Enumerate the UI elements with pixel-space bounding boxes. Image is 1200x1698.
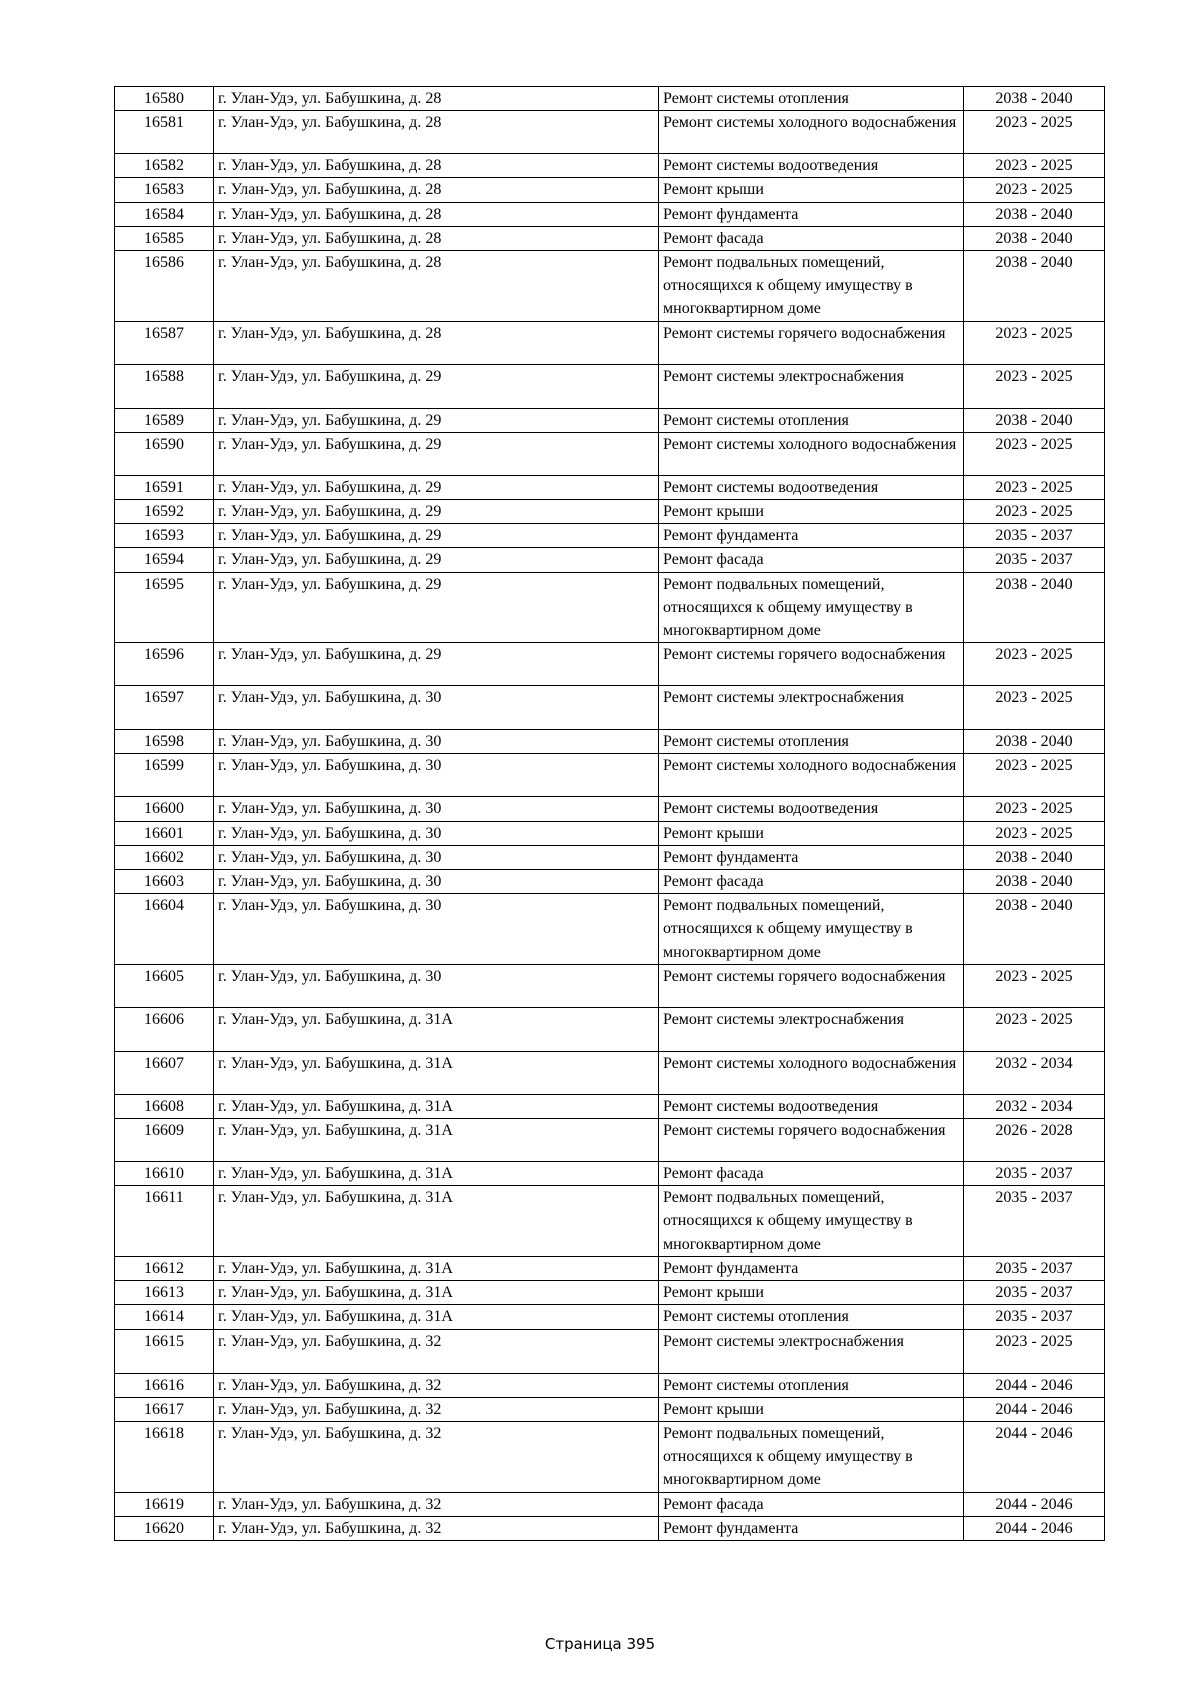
period-cell: 2044 - 2046 bbox=[964, 1516, 1105, 1540]
address-cell: г. Улан-Удэ, ул. Бабушкина, д. 28 bbox=[214, 178, 659, 202]
period-cell: 2023 - 2025 bbox=[964, 111, 1105, 154]
address-cell: г. Улан-Удэ, ул. Бабушкина, д. 28 bbox=[214, 226, 659, 250]
row-number-cell: 16600 bbox=[115, 797, 214, 821]
table-row bbox=[115, 821, 1105, 845]
work-type-cell: Ремонт подвальных помещений, относящихся к общему имуществу в многоквартирном доме bbox=[659, 894, 964, 965]
row-number-cell: 16615 bbox=[115, 1329, 214, 1373]
work-type-cell: Ремонт фундамента bbox=[659, 524, 964, 548]
address-cell: г. Улан-Удэ, ул. Бабушкина, д. 31А bbox=[214, 1094, 659, 1118]
table-row bbox=[115, 475, 1105, 499]
work-type-cell: Ремонт фасада bbox=[659, 870, 964, 894]
row-number-cell: 16599 bbox=[115, 754, 214, 797]
work-type-cell: Ремонт системы водоотведения bbox=[659, 797, 964, 821]
work-type-cell: Ремонт системы электроснабжения bbox=[659, 1007, 964, 1051]
work-type-cell: Ремонт фасада bbox=[659, 1492, 964, 1516]
address-cell: г. Улан-Удэ, ул. Бабушкина, д. 29 bbox=[214, 524, 659, 548]
table-row bbox=[115, 408, 1105, 432]
period-cell: 2044 - 2046 bbox=[964, 1397, 1105, 1421]
period-cell: 2026 - 2028 bbox=[964, 1119, 1105, 1162]
work-type-cell: Ремонт системы горячего водоснабжения bbox=[659, 321, 964, 364]
row-number-cell: 16586 bbox=[115, 251, 214, 322]
work-type-cell: Ремонт системы холодного водоснабжения bbox=[659, 432, 964, 475]
period-cell: 2023 - 2025 bbox=[964, 964, 1105, 1007]
table-row bbox=[115, 730, 1105, 754]
row-number-cell: 16614 bbox=[115, 1305, 214, 1329]
table-row bbox=[115, 643, 1105, 686]
table-row bbox=[115, 1007, 1105, 1051]
table-row bbox=[115, 178, 1105, 202]
row-number-cell: 16612 bbox=[115, 1256, 214, 1280]
period-cell: 2023 - 2025 bbox=[964, 364, 1105, 408]
address-cell: г. Улан-Удэ, ул. Бабушкина, д. 31А bbox=[214, 1051, 659, 1094]
table-row bbox=[115, 1329, 1105, 1373]
row-number-cell: 16596 bbox=[115, 643, 214, 686]
table-row bbox=[115, 202, 1105, 226]
period-cell: 2023 - 2025 bbox=[964, 643, 1105, 686]
work-type-cell: Ремонт крыши bbox=[659, 500, 964, 524]
work-type-cell: Ремонт системы отопления bbox=[659, 408, 964, 432]
table-row bbox=[115, 1305, 1105, 1329]
period-cell: 2023 - 2025 bbox=[964, 1007, 1105, 1051]
address-cell: г. Улан-Удэ, ул. Бабушкина, д. 32 bbox=[214, 1397, 659, 1421]
row-number-cell: 16597 bbox=[115, 686, 214, 730]
address-cell: г. Улан-Удэ, ул. Бабушкина, д. 30 bbox=[214, 754, 659, 797]
row-number-cell: 16594 bbox=[115, 548, 214, 572]
address-cell: г. Улан-Удэ, ул. Бабушкина, д. 32 bbox=[214, 1492, 659, 1516]
period-cell: 2023 - 2025 bbox=[964, 1329, 1105, 1373]
address-cell: г. Улан-Удэ, ул. Бабушкина, д. 30 bbox=[214, 686, 659, 730]
work-type-cell: Ремонт подвальных помещений, относящихся к общему имуществу в многоквартирном доме bbox=[659, 1186, 964, 1257]
address-cell: г. Улан-Удэ, ул. Бабушкина, д. 31А bbox=[214, 1162, 659, 1186]
work-type-cell: Ремонт системы водоотведения bbox=[659, 154, 964, 178]
period-cell: 2038 - 2040 bbox=[964, 730, 1105, 754]
period-cell: 2035 - 2037 bbox=[964, 548, 1105, 572]
address-cell: г. Улан-Удэ, ул. Бабушкина, д. 29 bbox=[214, 364, 659, 408]
table-row bbox=[115, 1119, 1105, 1162]
address-cell: г. Улан-Удэ, ул. Бабушкина, д. 30 bbox=[214, 797, 659, 821]
period-cell: 2023 - 2025 bbox=[964, 432, 1105, 475]
row-number-cell: 16598 bbox=[115, 730, 214, 754]
work-type-cell: Ремонт фасада bbox=[659, 226, 964, 250]
work-type-cell: Ремонт фасада bbox=[659, 1162, 964, 1186]
repair-schedule-table bbox=[114, 86, 1105, 1541]
row-number-cell: 16583 bbox=[115, 178, 214, 202]
row-number-cell: 16605 bbox=[115, 964, 214, 1007]
address-cell: г. Улан-Удэ, ул. Бабушкина, д. 30 bbox=[214, 821, 659, 845]
work-type-cell: Ремонт системы электроснабжения bbox=[659, 686, 964, 730]
address-cell: г. Улан-Удэ, ул. Бабушкина, д. 31А bbox=[214, 1256, 659, 1280]
address-cell: г. Улан-Удэ, ул. Бабушкина, д. 28 bbox=[214, 251, 659, 322]
work-type-cell: Ремонт системы электроснабжения bbox=[659, 364, 964, 408]
table-row bbox=[115, 1516, 1105, 1540]
table-row bbox=[115, 87, 1105, 111]
address-cell: г. Улан-Удэ, ул. Бабушкина, д. 32 bbox=[214, 1329, 659, 1373]
address-cell: г. Улан-Удэ, ул. Бабушкина, д. 30 bbox=[214, 845, 659, 869]
row-number-cell: 16590 bbox=[115, 432, 214, 475]
period-cell: 2023 - 2025 bbox=[964, 154, 1105, 178]
work-type-cell: Ремонт подвальных помещений, относящихся к общему имуществу в многоквартирном доме bbox=[659, 572, 964, 643]
work-type-cell: Ремонт подвальных помещений, относящихся к общему имуществу в многоквартирном доме bbox=[659, 251, 964, 322]
row-number-cell: 16580 bbox=[115, 87, 214, 111]
table-row bbox=[115, 251, 1105, 322]
period-cell: 2038 - 2040 bbox=[964, 408, 1105, 432]
row-number-cell: 16618 bbox=[115, 1421, 214, 1492]
row-number-cell: 16587 bbox=[115, 321, 214, 364]
period-cell: 2038 - 2040 bbox=[964, 870, 1105, 894]
table-row bbox=[115, 1094, 1105, 1118]
row-number-cell: 16609 bbox=[115, 1119, 214, 1162]
work-type-cell: Ремонт системы отопления bbox=[659, 1373, 964, 1397]
work-type-cell: Ремонт крыши bbox=[659, 821, 964, 845]
work-type-cell: Ремонт системы горячего водоснабжения bbox=[659, 964, 964, 1007]
work-type-cell: Ремонт фундамента bbox=[659, 1256, 964, 1280]
table-row bbox=[115, 524, 1105, 548]
address-cell: г. Улан-Удэ, ул. Бабушкина, д. 28 bbox=[214, 202, 659, 226]
table-row bbox=[115, 686, 1105, 730]
address-cell: г. Улан-Удэ, ул. Бабушкина, д. 31А bbox=[214, 1281, 659, 1305]
period-cell: 2035 - 2037 bbox=[964, 1256, 1105, 1280]
period-cell: 2038 - 2040 bbox=[964, 202, 1105, 226]
work-type-cell: Ремонт системы водоотведения bbox=[659, 1094, 964, 1118]
table-row bbox=[115, 754, 1105, 797]
address-cell: г. Улан-Удэ, ул. Бабушкина, д. 29 bbox=[214, 572, 659, 643]
period-cell: 2032 - 2034 bbox=[964, 1051, 1105, 1094]
row-number-cell: 16581 bbox=[115, 111, 214, 154]
period-cell: 2044 - 2046 bbox=[964, 1492, 1105, 1516]
address-cell: г. Улан-Удэ, ул. Бабушкина, д. 32 bbox=[214, 1421, 659, 1492]
address-cell: г. Улан-Удэ, ул. Бабушкина, д. 32 bbox=[214, 1373, 659, 1397]
period-cell: 2038 - 2040 bbox=[964, 894, 1105, 965]
period-cell: 2023 - 2025 bbox=[964, 754, 1105, 797]
table-row bbox=[115, 1051, 1105, 1094]
period-cell: 2023 - 2025 bbox=[964, 500, 1105, 524]
work-type-cell: Ремонт крыши bbox=[659, 1281, 964, 1305]
work-type-cell: Ремонт системы отопления bbox=[659, 87, 964, 111]
table-body bbox=[115, 87, 1105, 1541]
table-row bbox=[115, 226, 1105, 250]
work-type-cell: Ремонт подвальных помещений, относящихся к общему имуществу в многоквартирном доме bbox=[659, 1421, 964, 1492]
address-cell: г. Улан-Удэ, ул. Бабушкина, д. 31А bbox=[214, 1119, 659, 1162]
table-row bbox=[115, 548, 1105, 572]
period-cell: 2023 - 2025 bbox=[964, 686, 1105, 730]
work-type-cell: Ремонт системы горячего водоснабжения bbox=[659, 643, 964, 686]
period-cell: 2038 - 2040 bbox=[964, 251, 1105, 322]
row-number-cell: 16606 bbox=[115, 1007, 214, 1051]
row-number-cell: 16595 bbox=[115, 572, 214, 643]
row-number-cell: 16593 bbox=[115, 524, 214, 548]
table-row bbox=[115, 1492, 1105, 1516]
address-cell: г. Улан-Удэ, ул. Бабушкина, д. 28 bbox=[214, 111, 659, 154]
work-type-cell: Ремонт фундамента bbox=[659, 845, 964, 869]
period-cell: 2023 - 2025 bbox=[964, 178, 1105, 202]
table-row bbox=[115, 364, 1105, 408]
row-number-cell: 16607 bbox=[115, 1051, 214, 1094]
table-row bbox=[115, 432, 1105, 475]
row-number-cell: 16588 bbox=[115, 364, 214, 408]
row-number-cell: 16602 bbox=[115, 845, 214, 869]
row-number-cell: 16619 bbox=[115, 1492, 214, 1516]
page-number: Страница 395 bbox=[544, 1635, 656, 1653]
work-type-cell: Ремонт системы водоотведения bbox=[659, 475, 964, 499]
work-type-cell: Ремонт системы холодного водоснабжения bbox=[659, 111, 964, 154]
address-cell: г. Улан-Удэ, ул. Бабушкина, д. 31А bbox=[214, 1305, 659, 1329]
work-type-cell: Ремонт системы отопления bbox=[659, 730, 964, 754]
row-number-cell: 16592 bbox=[115, 500, 214, 524]
table-row bbox=[115, 964, 1105, 1007]
period-cell: 2038 - 2040 bbox=[964, 226, 1105, 250]
row-number-cell: 16617 bbox=[115, 1397, 214, 1421]
table-row bbox=[115, 572, 1105, 643]
work-type-cell: Ремонт крыши bbox=[659, 178, 964, 202]
period-cell: 2038 - 2040 bbox=[964, 572, 1105, 643]
period-cell: 2044 - 2046 bbox=[964, 1373, 1105, 1397]
work-type-cell: Ремонт фасада bbox=[659, 548, 964, 572]
table-row bbox=[115, 1186, 1105, 1257]
row-number-cell: 16582 bbox=[115, 154, 214, 178]
address-cell: г. Улан-Удэ, ул. Бабушкина, д. 30 bbox=[214, 870, 659, 894]
period-cell: 2035 - 2037 bbox=[964, 1186, 1105, 1257]
row-number-cell: 16585 bbox=[115, 226, 214, 250]
address-cell: г. Улан-Удэ, ул. Бабушкина, д. 29 bbox=[214, 548, 659, 572]
period-cell: 2044 - 2046 bbox=[964, 1421, 1105, 1492]
table-row bbox=[115, 321, 1105, 364]
row-number-cell: 16589 bbox=[115, 408, 214, 432]
period-cell: 2035 - 2037 bbox=[964, 1162, 1105, 1186]
row-number-cell: 16604 bbox=[115, 894, 214, 965]
row-number-cell: 16616 bbox=[115, 1373, 214, 1397]
period-cell: 2035 - 2037 bbox=[964, 1281, 1105, 1305]
row-number-cell: 16584 bbox=[115, 202, 214, 226]
address-cell: г. Улан-Удэ, ул. Бабушкина, д. 28 bbox=[214, 87, 659, 111]
table-row bbox=[115, 154, 1105, 178]
table-row bbox=[115, 797, 1105, 821]
table-row bbox=[115, 870, 1105, 894]
address-cell: г. Улан-Удэ, ул. Бабушкина, д. 29 bbox=[214, 432, 659, 475]
row-number-cell: 16603 bbox=[115, 870, 214, 894]
work-type-cell: Ремонт системы горячего водоснабжения bbox=[659, 1119, 964, 1162]
work-type-cell: Ремонт системы электроснабжения bbox=[659, 1329, 964, 1373]
table-row bbox=[115, 1281, 1105, 1305]
address-cell: г. Улан-Удэ, ул. Бабушкина, д. 29 bbox=[214, 500, 659, 524]
period-cell: 2032 - 2034 bbox=[964, 1094, 1105, 1118]
address-cell: г. Улан-Удэ, ул. Бабушкина, д. 29 bbox=[214, 643, 659, 686]
row-number-cell: 16610 bbox=[115, 1162, 214, 1186]
row-number-cell: 16611 bbox=[115, 1186, 214, 1257]
address-cell: г. Улан-Удэ, ул. Бабушкина, д. 32 bbox=[214, 1516, 659, 1540]
address-cell: г. Улан-Удэ, ул. Бабушкина, д. 29 bbox=[214, 475, 659, 499]
address-cell: г. Улан-Удэ, ул. Бабушкина, д. 31А bbox=[214, 1007, 659, 1051]
row-number-cell: 16613 bbox=[115, 1281, 214, 1305]
row-number-cell: 16601 bbox=[115, 821, 214, 845]
work-type-cell: Ремонт фундамента bbox=[659, 1516, 964, 1540]
address-cell: г. Улан-Удэ, ул. Бабушкина, д. 30 bbox=[214, 894, 659, 965]
table-row bbox=[115, 894, 1105, 965]
table-row bbox=[115, 1373, 1105, 1397]
row-number-cell: 16608 bbox=[115, 1094, 214, 1118]
period-cell: 2023 - 2025 bbox=[964, 475, 1105, 499]
table-row bbox=[115, 111, 1105, 154]
address-cell: г. Улан-Удэ, ул. Бабушкина, д. 28 bbox=[214, 154, 659, 178]
period-cell: 2038 - 2040 bbox=[964, 845, 1105, 869]
table-row bbox=[115, 1256, 1105, 1280]
work-type-cell: Ремонт системы холодного водоснабжения bbox=[659, 754, 964, 797]
row-number-cell: 16620 bbox=[115, 1516, 214, 1540]
address-cell: г. Улан-Удэ, ул. Бабушкина, д. 29 bbox=[214, 408, 659, 432]
table-row bbox=[115, 845, 1105, 869]
period-cell: 2023 - 2025 bbox=[964, 797, 1105, 821]
period-cell: 2035 - 2037 bbox=[964, 1305, 1105, 1329]
table-row bbox=[115, 500, 1105, 524]
period-cell: 2038 - 2040 bbox=[964, 87, 1105, 111]
address-cell: г. Улан-Удэ, ул. Бабушкина, д. 30 bbox=[214, 730, 659, 754]
address-cell: г. Улан-Удэ, ул. Бабушкина, д. 28 bbox=[214, 321, 659, 364]
address-cell: г. Улан-Удэ, ул. Бабушкина, д. 30 bbox=[214, 964, 659, 1007]
period-cell: 2023 - 2025 bbox=[964, 821, 1105, 845]
table-row bbox=[115, 1162, 1105, 1186]
period-cell: 2023 - 2025 bbox=[964, 321, 1105, 364]
row-number-cell: 16591 bbox=[115, 475, 214, 499]
work-type-cell: Ремонт крыши bbox=[659, 1397, 964, 1421]
work-type-cell: Ремонт системы холодного водоснабжения bbox=[659, 1051, 964, 1094]
table-row bbox=[115, 1421, 1105, 1492]
period-cell: 2035 - 2037 bbox=[964, 524, 1105, 548]
table-row bbox=[115, 1397, 1105, 1421]
work-type-cell: Ремонт системы отопления bbox=[659, 1305, 964, 1329]
address-cell: г. Улан-Удэ, ул. Бабушкина, д. 31А bbox=[214, 1186, 659, 1257]
work-type-cell: Ремонт фундамента bbox=[659, 202, 964, 226]
